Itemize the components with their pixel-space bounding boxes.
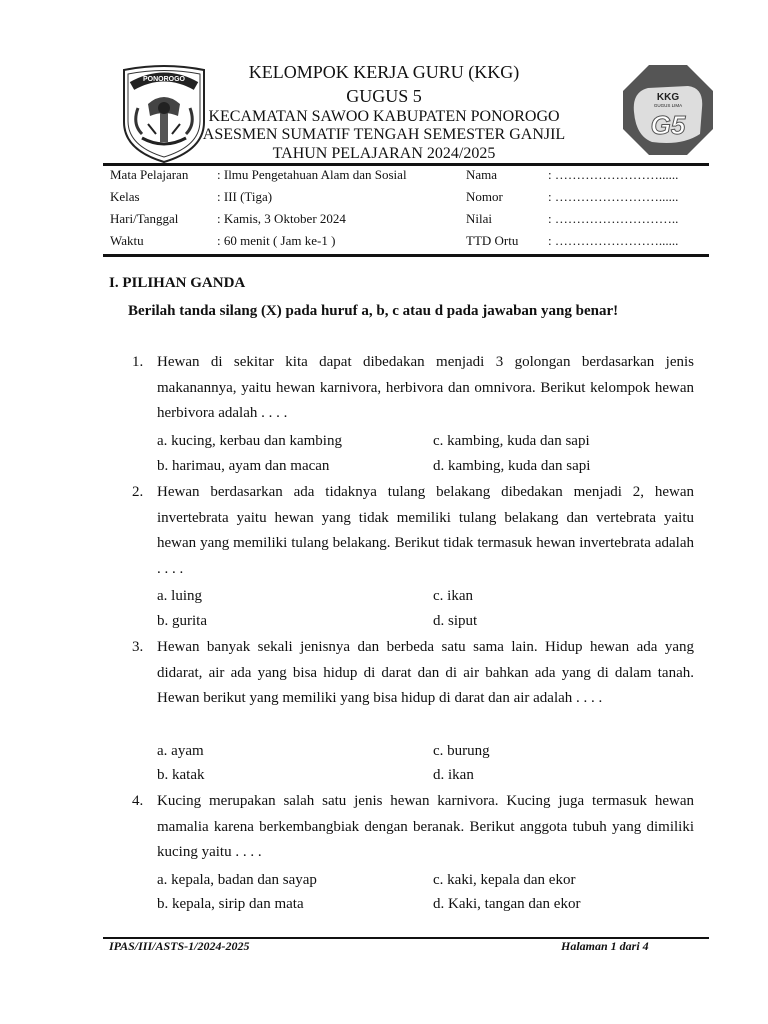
q4-option-b[interactable]: b. kepala, sirip dan mata: [157, 896, 304, 912]
info-label-time: Waktu: [110, 233, 144, 248]
info-label-score: Nilai: [466, 211, 492, 226]
section-title: I. PILIHAN GANDA: [109, 275, 246, 291]
question-4: [132, 789, 694, 866]
q4-option-d[interactable]: d. Kaki, tangan dan ekor: [433, 896, 581, 912]
info-label-parent-sign: TTD Ortu: [466, 233, 519, 248]
footer-code: IPAS/III/ASTS-1/2024-2025: [109, 939, 250, 953]
question-number: 2.: [132, 484, 144, 500]
info-value-score: : ………………………..: [548, 211, 679, 226]
q1-option-d[interactable]: d. kambing, kuda dan sapi: [433, 458, 591, 474]
q4-option-c[interactable]: c. kaki, kepala dan ekor: [433, 872, 576, 888]
emblem-text: PONOROGO: [142, 76, 186, 83]
q3-option-a[interactable]: a. ayam: [157, 743, 204, 759]
section-instruction: Berilah tanda silang (X) pada huruf a, b, c atau d pada jawaban yang benar!: [128, 303, 619, 319]
q3-option-b[interactable]: b. katak: [157, 767, 205, 783]
header-kecamatan: KECAMATAN SAWOO KABUPATEN PONOROGO: [208, 108, 560, 125]
question-text: Hewan di sekitar kita dapat dibedakan menjadi 3 golongan berdasarkan jenis makanannya, yaitu hewan karnivora, herbivora dan omnivora. Berikut kelompok hewan herbivora adalah . . . .: [157, 354, 694, 421]
info-label-name: Nama: [466, 167, 498, 182]
footer-page-number: Halaman 1 dari 4: [561, 939, 649, 953]
q2-option-b[interactable]: b. gurita: [157, 613, 207, 629]
q1-option-b[interactable]: b. harimau, ayam dan macan: [157, 458, 330, 474]
q2-option-d[interactable]: d. siput: [433, 613, 478, 629]
question-2: [132, 480, 694, 582]
info-value-time: : 60 menit ( Jam ke-1 ): [217, 233, 336, 248]
logo-mark-text: G5: [650, 110, 686, 140]
info-divider-bottom: [103, 254, 709, 257]
q2-option-a[interactable]: a. luing: [157, 588, 202, 604]
q1-option-c[interactable]: c. kambing, kuda dan sapi: [433, 433, 590, 449]
header-title: KELOMPOK KERJA GURU (KKG): [248, 62, 520, 82]
q3-option-d[interactable]: d. ikan: [433, 767, 474, 783]
question-text: Hewan berdasarkan ada tidaknya tulang belakang dibedakan menjadi 2, hewan invertebrata yaitu hewan yang tidak memiliki tulang belakang dan vertebrata yaitu hewan yang memiliki tulang belakang. Berikut tidak termasuk hewan invertebrata adalah . . . .: [157, 484, 694, 577]
header-asesmen: ASESMEN SUMATIF TENGAH SEMESTER GANJIL: [202, 126, 566, 143]
q3-option-c[interactable]: c. burung: [433, 743, 490, 759]
info-label-date: Hari/Tanggal: [110, 211, 179, 226]
question-number: 4.: [132, 793, 144, 809]
info-label-number: Nomor: [466, 189, 503, 204]
info-label-class: Kelas: [110, 189, 140, 204]
header-gugus: GUGUS 5: [346, 86, 422, 106]
info-value-subject: : Ilmu Pengetahuan Alam dan Sosial: [217, 167, 407, 182]
header-divider-top: [103, 163, 709, 166]
info-value-number: : ……………………......: [548, 189, 679, 204]
info-value-class: : III (Tiga): [217, 189, 273, 204]
info-value-date: : Kamis, 3 Oktober 2024: [217, 211, 346, 226]
question-number: 1.: [132, 354, 144, 370]
question-text: Hewan banyak sekali jenisnya dan berbeda satu sama lain. Hidup hewan ada yang didarat, air ada yang bisa hidup di darat dan di air bahkan ada yang di dalam tanah. Hewan berikut yang memiliki yang bisa hidup di darat dan air adalah . . . .: [157, 639, 694, 706]
question-number: 3.: [132, 639, 144, 655]
logo-subtext: GUGUS LIMA: [653, 103, 683, 108]
q2-option-c[interactable]: c. ikan: [433, 588, 473, 604]
header-tahun: TAHUN PELAJARAN 2024/2025: [272, 145, 496, 162]
info-label-subject: Mata Pelajaran: [110, 167, 189, 182]
info-value-name: : ……………………......: [548, 167, 679, 182]
q1-option-a[interactable]: a. kucing, kerbau dan kambing: [157, 433, 342, 449]
q4-option-a[interactable]: a. kepala, badan dan sayap: [157, 872, 317, 888]
question-1: [132, 350, 694, 427]
info-value-parent-sign: : ……………………......: [548, 233, 679, 248]
logo-kkg-text: KKG: [656, 92, 680, 103]
question-text: Kucing merupakan salah satu jenis hewan karnivora. Kucing juga termasuk hewan mamalia karena berkembangbiak dengan beranak. Berikut anggota tubuh yang dimiliki kucing yaitu . . . .: [157, 793, 694, 860]
question-3: [132, 635, 694, 712]
